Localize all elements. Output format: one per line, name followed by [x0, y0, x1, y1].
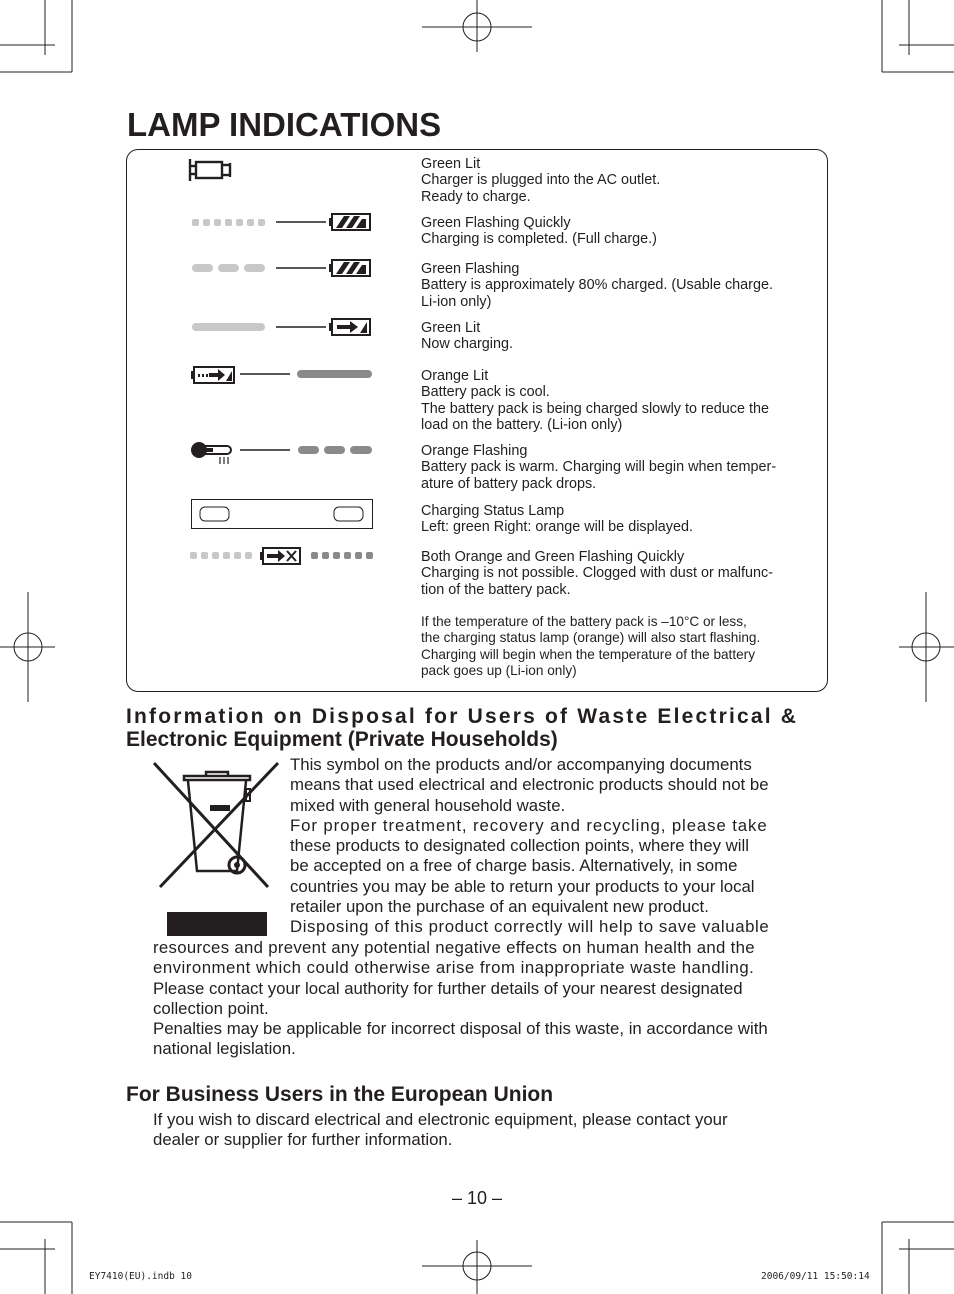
crossed-out-bin-icon [150, 757, 286, 939]
disposal-heading: Information on Disposal for Users of Waste Electrical & [126, 705, 799, 728]
indication-title: Charging Status Lamp [421, 503, 565, 519]
indication-charging [421, 320, 811, 353]
indication-text: load on the battery. (Li-ion only) [421, 417, 623, 434]
indication-usable-charge [421, 261, 811, 310]
note-text: If the temperature of the battery pack is –10°C or less, [421, 614, 747, 629]
indication-text: Battery is approximately 80% charged. (Usable charge. [421, 277, 773, 294]
battery-full-icon [186, 205, 376, 239]
indication-battery-warm [421, 443, 811, 492]
paragraph-line: dealer or supplier for further information. [153, 1130, 453, 1150]
note-text: pack goes up (Li-ion only) [421, 663, 577, 679]
indication-battery-cool [421, 368, 811, 434]
indication-title: Green Lit [421, 320, 481, 336]
note-text: Charging will begin when the temperature of the battery [421, 646, 755, 662]
indication-text: Ready to charge. [421, 188, 531, 205]
indication-title: Orange Lit [421, 368, 489, 384]
indication-text: Battery pack is cool. [421, 384, 550, 401]
paragraph-line: If you wish to discard electrical and electronic equipment, please contact your [153, 1110, 728, 1129]
indication-full-charge [421, 215, 811, 248]
paragraph-line: Disposing of this product correctly will help to save valuable [290, 917, 770, 937]
page-number: – 10 – [451, 1188, 503, 1208]
disposal-heading-line2: Electronic Equipment (Private Households) [126, 728, 558, 751]
footer-timestamp: 2006/09/11 15:50:14 [761, 1271, 870, 1282]
paragraph-line: retailer upon the purchase of an equivalent new product. [290, 897, 709, 917]
paragraph-line: Penalties may be applicable for incorrect disposal of this waste, in accordance with [153, 1019, 768, 1039]
disposal-text-full [153, 938, 828, 1060]
paragraph-line: be accepted on a free of charge basis. Alternatively, in some [290, 856, 738, 876]
status-lamp-icon [186, 498, 376, 530]
paragraph-line: countries you may be able to return your products to your local [290, 876, 755, 896]
indication-text: ature of battery pack drops. [421, 475, 597, 492]
battery-full-icon [186, 251, 376, 285]
indication-title: Green Flashing [421, 261, 520, 277]
paragraph-line: resources and prevent any potential negative effects on human health and the [153, 938, 755, 957]
indication-text: Li-ion only) [421, 293, 492, 310]
plug-icon [186, 154, 376, 188]
indication-text: Battery pack is warm. Charging will begin when temper- [421, 459, 777, 476]
battery-error-icon [186, 539, 376, 573]
paragraph-line: national legislation. [153, 1039, 296, 1059]
paragraph-line: mixed with general household waste. [290, 795, 566, 815]
indication-text: The battery pack is being charged slowly to reduce the [421, 400, 769, 417]
battery-charging-icon [186, 310, 376, 344]
paragraph-line: environment which could otherwise arise from inappropriate waste handling. [153, 958, 755, 978]
business-text [153, 1110, 828, 1151]
note-text: the charging status lamp (orange) will also start flashing. [421, 630, 761, 646]
disposal-text-beside-icon [290, 755, 828, 938]
indication-error [421, 549, 811, 598]
indication-text: Charger is plugged into the AC outlet. [421, 172, 661, 189]
temperature-note [421, 614, 811, 680]
indication-text: Left: green Right: orange will be displayed. [421, 519, 693, 536]
battery-cool-icon [186, 358, 376, 392]
paragraph-line: For proper treatment, recovery and recycling, please take [290, 815, 768, 835]
page-title: LAMP INDICATIONS [127, 106, 442, 143]
indication-text: Now charging. [421, 336, 513, 353]
indication-text: Charging is completed. (Full charge.) [421, 231, 657, 248]
indication-status-lamp [421, 503, 811, 536]
indication-plugged [421, 156, 811, 205]
footer-file: EY7410(EU).indb 10 [89, 1271, 192, 1282]
thermometer-icon [186, 434, 376, 468]
indication-title: Both Orange and Green Flashing Quickly [421, 549, 685, 565]
indication-title: Green Flashing Quickly [421, 215, 571, 231]
paragraph-line: means that used electrical and electronic products should not be [290, 775, 769, 795]
indication-text: Charging is not possible. Clogged with dust or malfunc- [421, 565, 773, 582]
paragraph-line: these products to designated collection points, where they will [290, 836, 749, 856]
paragraph-line: Please contact your local authority for further details of your nearest designated [153, 978, 743, 998]
paragraph-line: This symbol on the products and/or accompanying documents [290, 755, 752, 774]
paragraph-line: collection point. [153, 998, 269, 1018]
indication-text: tion of the battery pack. [421, 581, 571, 598]
business-heading: For Business Users in the European Union [126, 1083, 554, 1106]
indication-title: Orange Flashing [421, 443, 528, 459]
indication-title: Green Lit [421, 156, 481, 172]
